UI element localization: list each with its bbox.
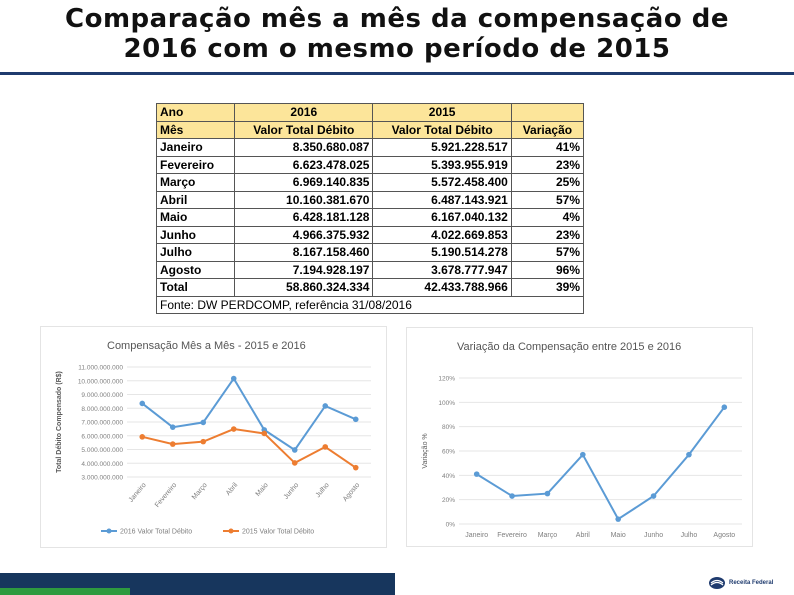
title-line-2: 2016 com o mesmo período de 2015 (123, 34, 671, 64)
table-cell: 4.966.375.932 (235, 226, 373, 244)
table-cell: 57% (511, 244, 583, 262)
table-cell: Ano (157, 104, 235, 122)
table-cell (511, 104, 583, 122)
table-cell: 10.160.381.670 (235, 191, 373, 209)
chart-variation (406, 327, 753, 547)
table-row (157, 209, 584, 227)
y-tick-label: 6.000.000.000 (81, 433, 123, 441)
table-cell: 23% (511, 226, 583, 244)
table-cell: 2016 (235, 104, 373, 122)
data-point (200, 439, 206, 445)
data-point (139, 401, 145, 407)
chart-title: Variação da Compensação entre 2015 e 2016 (457, 341, 682, 353)
table-cell: Fevereiro (157, 156, 235, 174)
x-tick-label: Julho (314, 481, 331, 500)
table-cell: Agosto (157, 261, 235, 279)
y-tick-label: 100% (438, 399, 455, 407)
data-point (139, 434, 145, 440)
x-tick-label: Fevereiro (153, 481, 179, 509)
x-tick-label: Março (537, 532, 558, 539)
y-tick-label: 120% (438, 375, 455, 383)
table-cell: 25% (511, 174, 583, 192)
data-point (170, 441, 176, 447)
table-source-row (157, 296, 584, 314)
table-cell: Abril (157, 191, 235, 209)
table-cell: 6.623.478.025 (235, 156, 373, 174)
y-tick-label: 11.000.000.000 (78, 364, 123, 372)
data-point (615, 516, 621, 522)
table-cell: 6.487.143.921 (373, 191, 511, 209)
table-cell: 8.350.680.087 (235, 139, 373, 157)
y-tick-label: 9.000.000.000 (81, 392, 123, 399)
chart-title: Compensação Mês a Mês - 2015 e 2016 (107, 340, 306, 352)
table-cell: 58.860.324.334 (235, 279, 373, 297)
data-point (353, 417, 359, 423)
data-point (580, 452, 586, 458)
table-header-columns (157, 121, 584, 139)
table-row (157, 191, 584, 209)
table-row (157, 174, 584, 192)
series-line (477, 407, 725, 519)
table-cell: Março (157, 174, 235, 192)
y-axis-label: Total Débito Compensado (R$) (56, 371, 63, 473)
table-row (157, 139, 584, 157)
data-point (231, 376, 237, 382)
table-cell: 5.572.458.400 (373, 174, 511, 192)
data-point (170, 424, 176, 430)
data-point (292, 447, 298, 453)
series-line (142, 379, 356, 450)
y-tick-label: 4.000.000.000 (81, 460, 123, 468)
data-point (322, 444, 328, 450)
x-tick-label: Maio (254, 481, 270, 498)
x-tick-label: Agosto (341, 481, 362, 503)
table-cell: 5.190.514.278 (373, 244, 511, 262)
table-cell: Junho (157, 226, 235, 244)
x-tick-label: Março (190, 481, 209, 502)
x-tick-label: Junho (282, 481, 301, 501)
table-cell: 41% (511, 139, 583, 157)
logo-text: Receita Federal (729, 580, 774, 586)
table-cell: 39% (511, 279, 583, 297)
data-point (686, 452, 692, 458)
title-line-1: Comparação mês a mês da compensação de (65, 4, 729, 34)
x-tick-label: Fevereiro (497, 532, 527, 539)
y-tick-label: 7.000.000.000 (81, 419, 123, 427)
table-cell: 4.022.669.853 (373, 226, 511, 244)
data-point (292, 460, 298, 466)
table-cell: 8.167.158.460 (235, 244, 373, 262)
data-point (474, 471, 480, 477)
table-cell: 57% (511, 191, 583, 209)
legend-marker (107, 529, 112, 534)
table-cell: 4% (511, 209, 583, 227)
y-tick-label: 20% (441, 497, 455, 505)
table-cell: 23% (511, 156, 583, 174)
data-point (200, 420, 206, 426)
table-cell: 6.969.140.835 (235, 174, 373, 192)
x-tick-label: Junho (644, 532, 664, 539)
data-point (231, 426, 237, 432)
table-cell: Valor Total Débito (235, 121, 373, 139)
table-cell: 5.921.228.517 (373, 139, 511, 157)
title-rule (0, 72, 794, 75)
table-cell: Variação (511, 121, 583, 139)
table-source: Fonte: DW PERDCOMP, referência 31/08/2016 (157, 296, 584, 314)
legend-label: 2015 Valor Total Débito (242, 528, 315, 536)
table-row (157, 261, 584, 279)
data-point (722, 404, 728, 410)
chart-monthly-compensation (40, 326, 387, 548)
y-axis-label: Variação % (422, 433, 429, 469)
table-header-year (157, 104, 584, 122)
table-row (157, 244, 584, 262)
y-tick-label: 5.000.000.000 (81, 447, 123, 454)
receita-federal-logo (708, 574, 788, 592)
data-point (261, 431, 267, 437)
table-cell: 42.433.788.966 (373, 279, 511, 297)
x-tick-label: Janeiro (465, 532, 489, 539)
data-point (509, 493, 515, 499)
chart-monthly-compensation-svg (41, 327, 386, 547)
legend-label: 2016 Valor Total Débito (120, 528, 193, 536)
comparison-table (156, 103, 584, 314)
data-point (322, 403, 328, 409)
page-title (0, 4, 794, 64)
y-tick-label: 40% (441, 472, 455, 480)
table-row (157, 226, 584, 244)
table-cell: 5.393.955.919 (373, 156, 511, 174)
footer-green-bar (0, 588, 130, 595)
table-cell: Maio (157, 209, 235, 227)
data-point (353, 465, 359, 471)
receita-logo-icon (708, 576, 726, 590)
y-tick-label: 8.000.000.000 (81, 405, 123, 413)
x-tick-label: Agosto (713, 532, 736, 539)
y-tick-label: 0% (445, 521, 455, 529)
data-point (545, 491, 551, 497)
x-tick-label: Maio (610, 532, 626, 539)
table-cell: 6.428.181.128 (235, 209, 373, 227)
data-point (651, 493, 657, 499)
table-cell: Janeiro (157, 139, 235, 157)
table-cell: Julho (157, 244, 235, 262)
table-cell: 7.194.928.197 (235, 261, 373, 279)
x-tick-label: Janeiro (127, 481, 148, 504)
y-tick-label: 3.000.000.000 (81, 474, 123, 482)
table-row (157, 156, 584, 174)
table-cell: 96% (511, 261, 583, 279)
x-tick-label: Abril (575, 532, 590, 539)
chart-variation-svg (407, 328, 752, 546)
x-tick-label: Abril (224, 481, 240, 498)
x-tick-label: Julho (680, 532, 698, 539)
table-cell: 3.678.777.947 (373, 261, 511, 279)
y-tick-label: 60% (441, 448, 455, 456)
table-cell: 2015 (373, 104, 511, 122)
legend-marker (229, 529, 234, 534)
table-cell: Valor Total Débito (373, 121, 511, 139)
table-cell: Mês (157, 121, 235, 139)
y-tick-label: 10.000.000.000 (77, 378, 123, 386)
table-cell: Total (157, 279, 235, 297)
table-cell: 6.167.040.132 (373, 209, 511, 227)
y-tick-label: 80% (441, 424, 455, 432)
table-total-row (157, 279, 584, 297)
